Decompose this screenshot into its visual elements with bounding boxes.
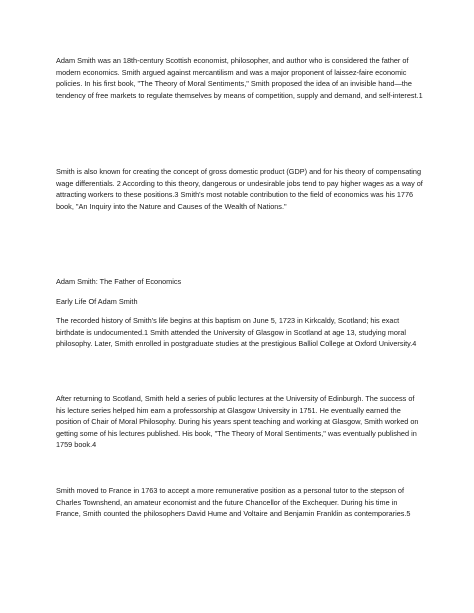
early-life-paragraph: The recorded history of Smith's life begins at this baptism on June 5, 1723 in Kirkcaldy, Scotland; his exact birthdate is undocumented.1 Smith attended the University of Glasgow in Scotland at age 13, studying moral philosophy. Later, Smith enrolled in postgraduate studies at the prestigious Balliol College at Oxford University.4 [56,316,417,349]
section-heading: Early Life Of Adam Smith [56,297,138,306]
intro-paragraph: Adam Smith was an 18th-century Scottish economist, philosopher, and author who is considered the father of modern economics. Smith argued against mercantilism and was a major proponent of laissez-faire economic policies. In his first book, "The Theory of Moral Sentiments," Smith proposed the idea of an invisible hand—the tendency of free markets to regulate themselves by means of competition, supply and demand, and self-interest.1 [56,56,423,100]
document-title: Adam Smith: The Father of Economics [56,277,182,286]
france-paragraph: Smith moved to France in 1763 to accept a more remunerative position as a personal tutor to the stepson of Charles Townshend, an amateur economist and the future Chancellor of the Exchequer. During his time in France, Smith counted the philosophers David Hume and Voltaire and Benjamin Franklin as contemporaries.5 [56,486,411,519]
career-paragraph: After returning to Scotland, Smith held a series of public lectures at the University of Edinburgh. The success of his lecture series helped him earn a professorship at Glasgow University in 1751. He eventually earned the position of Chair of Moral Philosophy. During his years spent teaching and working at Glasgow, Smith worked on getting some of his lectures published. His book, "The Theory of Moral Sentiments," was eventually published in 1759 book.4 [56,394,419,450]
gdp-paragraph: Smith is also known for creating the concept of gross domestic product (GDP) and for his theory of compensating wage differentials. 2 According to this theory, dangerous or undesirable jobs tend to pay higher wages as a way of attracting workers to these positions.3 Smith's most notable contribution to the field of economics was his 1776 book, "An Inquiry into the Nature and Causes of the Wealth of Nations." [56,167,423,211]
